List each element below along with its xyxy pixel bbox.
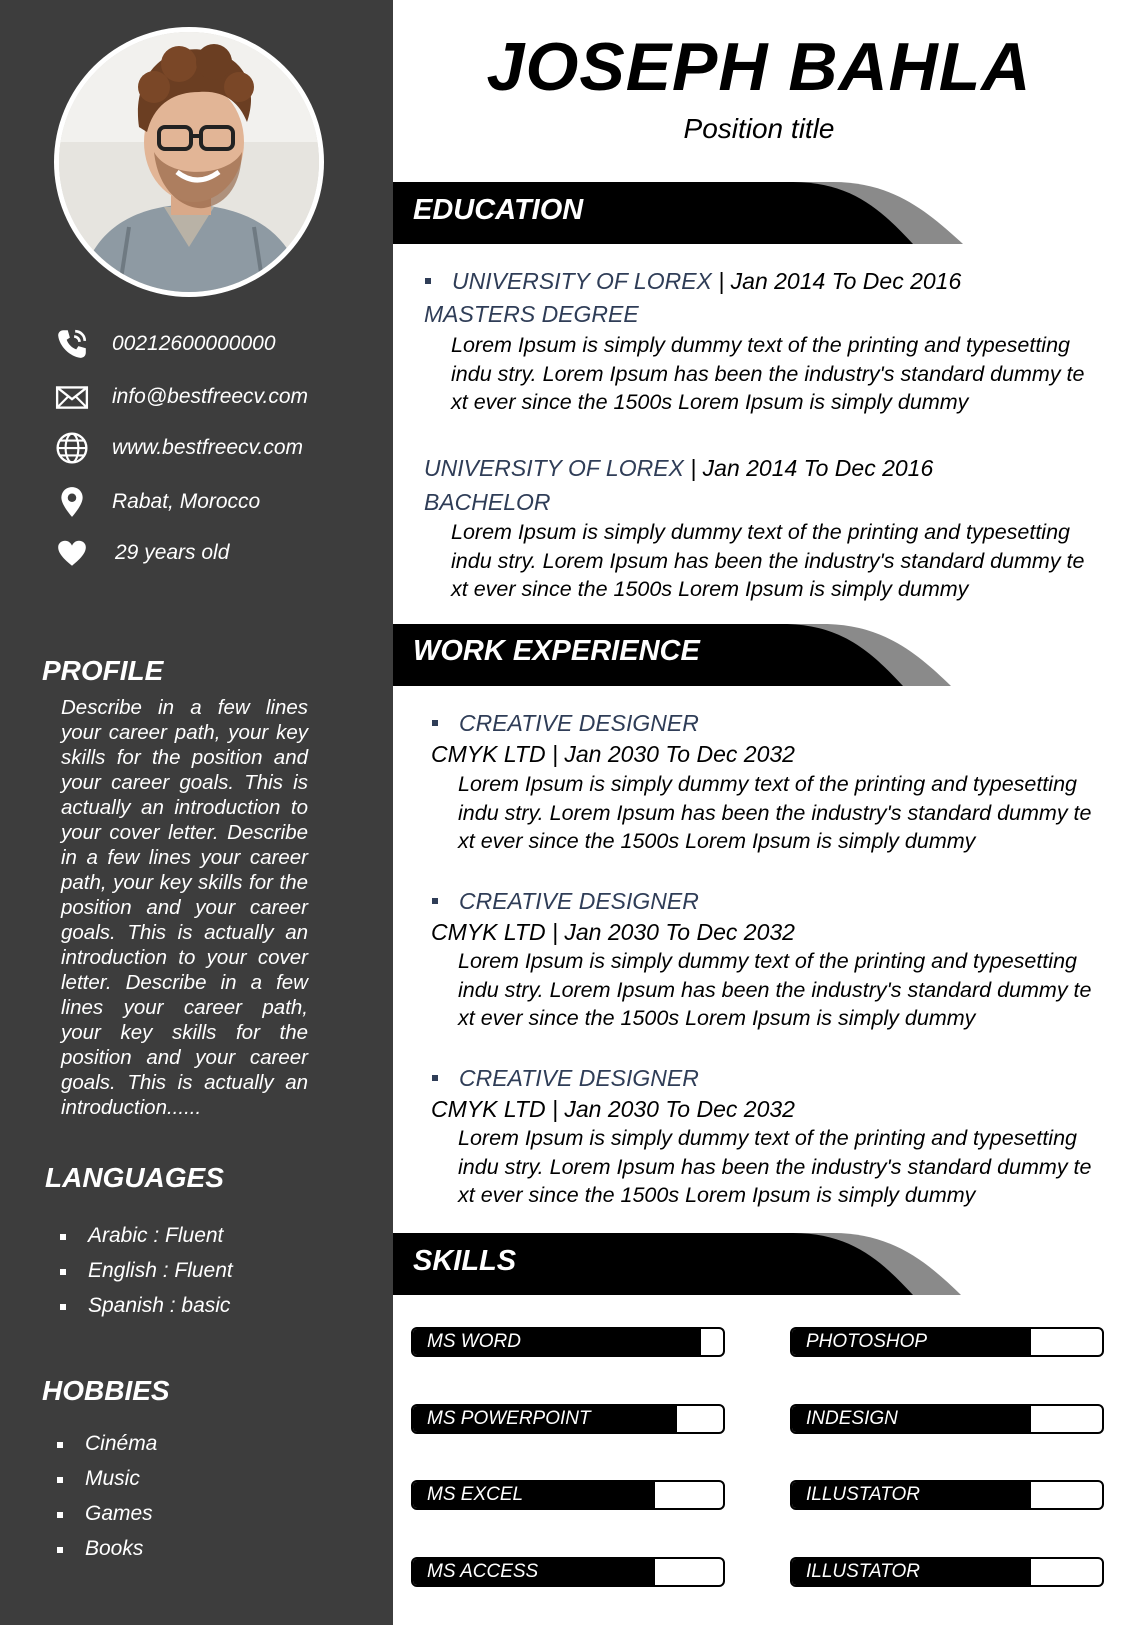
age-text: 29 years old [115, 541, 230, 564]
education-banner [393, 182, 968, 244]
position-title: Position title [683, 113, 835, 144]
sidebar [0, 0, 393, 1625]
bullet-icon [432, 1075, 438, 1081]
skill-name: MS WORD [427, 1331, 521, 1352]
person-name: JOSEPH BAHLA [486, 29, 1032, 105]
experience-description-2: Lorem Ipsum is simply dummy text of the printing and typesetting indu stry. Lorem Ipsum has been the industry's standard dummy te xt ever since the 1500s Lorem Ipsum is simply dummy [458, 949, 1092, 1030]
contact-email [52, 377, 308, 417]
list-item: Games [57, 1500, 157, 1535]
profile-heading: PROFILE [42, 655, 164, 686]
languages-heading: LANGUAGES [45, 1162, 224, 1193]
contact-age [52, 533, 229, 573]
skill-name: MS ACCESS [427, 1561, 539, 1582]
skill-bar-photoshop [790, 1327, 1104, 1357]
list-item: Cinéma [57, 1430, 157, 1465]
education-description-2: Lorem Ipsum is simply dummy text of the printing and typesetting indu stry. Lorem Ipsum has been the industry's standard dummy te xt ever since the 1500s Lorem Ipsum is simply dummy [451, 520, 1085, 601]
location-text: Rabat, Morocco [112, 490, 261, 513]
list-item: Arabic : Fluent [60, 1222, 233, 1257]
list-item: Books [57, 1535, 157, 1570]
contact-phone [52, 324, 276, 364]
education-description-1: Lorem Ipsum is simply dummy text of the printing and typesetting indu stry. Lorem Ipsum has been the industry's standard dummy te xt ever since the 1500s Lorem Ipsum is simply dummy [451, 333, 1085, 414]
contact-location [52, 482, 260, 522]
skill-bar-illustator-2 [790, 1557, 1104, 1587]
education-title-2: UNIVERSITY OF LOREX | Jan 2014 To Dec 2016 [424, 455, 934, 481]
skill-name: PHOTOSHOP [806, 1331, 928, 1352]
education-degree-2: BACHELOR [424, 489, 551, 515]
experience-description-3: Lorem Ipsum is simply dummy text of the printing and typesetting indu stry. Lorem Ipsum has been the industry's standard dummy te xt ever since the 1500s Lorem Ipsum is simply dummy [458, 1126, 1092, 1207]
skill-bar-indesign [790, 1404, 1104, 1434]
heart-icon [52, 533, 92, 573]
profile-text: Describe in a few lines your career path, your key skills for the position and your career goals. This is actually an introduction to your cover letter. Describe in a few lines your career path, your key skills for the position and your career goals. This is actually an introduction to your cover letter. Describe in a few lines your career path, your key skills for the position and your career goals. This is actually an introduction...... [61, 696, 308, 1119]
contact-website [52, 428, 303, 468]
location-pin-icon [52, 482, 92, 522]
list-item: English : Fluent [60, 1257, 233, 1292]
experience-company-3: CMYK LTD | Jan 2030 To Dec 2032 [431, 1096, 795, 1122]
phone-number: 00212600000000 [112, 332, 276, 355]
list-item: Spanish : basic [60, 1292, 233, 1327]
skill-bar-illustator [790, 1480, 1104, 1510]
experience-company-2: CMYK LTD | Jan 2030 To Dec 2032 [431, 919, 795, 945]
globe-icon [52, 428, 92, 468]
skill-name: ILLUSTATOR [806, 1484, 921, 1505]
skill-bar-ms-powerpoint [411, 1404, 725, 1434]
experience-heading: WORK EXPERIENCE [413, 635, 700, 667]
experience-banner [393, 624, 968, 686]
education-heading: EDUCATION [413, 194, 584, 226]
bullet-icon [432, 898, 438, 904]
education-degree-1: MASTERS DEGREE [424, 301, 639, 327]
experience-company-1: CMYK LTD | Jan 2030 To Dec 2032 [431, 741, 795, 767]
mail-icon [52, 377, 92, 417]
avatar [59, 32, 319, 292]
profile-photo [54, 27, 324, 297]
bullet-icon [432, 720, 438, 726]
bullet-icon [425, 278, 431, 284]
phone-icon [52, 324, 92, 364]
hobbies-heading: HOBBIES [42, 1375, 170, 1406]
skills-banner [393, 1233, 968, 1295]
experience-description-1: Lorem Ipsum is simply dummy text of the printing and typesetting indu stry. Lorem Ipsum has been the industry's standard dummy te xt ever since the 1500s Lorem Ipsum is simply dummy [458, 772, 1092, 853]
experience-role-1: CREATIVE DESIGNER [459, 710, 699, 736]
skill-name: ILLUSTATOR [806, 1561, 921, 1582]
experience-role-3: CREATIVE DESIGNER [459, 1065, 699, 1091]
education-title-1: UNIVERSITY OF LOREX | Jan 2014 To Dec 2016 [452, 268, 962, 294]
skill-name: MS EXCEL [427, 1484, 524, 1505]
skill-bar-ms-word [411, 1327, 725, 1357]
skill-name: MS POWERPOINT [427, 1408, 591, 1429]
skill-bar-ms-excel [411, 1480, 725, 1510]
skills-heading: SKILLS [413, 1245, 517, 1277]
list-item: Music [57, 1465, 157, 1500]
experience-role-2: CREATIVE DESIGNER [459, 888, 699, 914]
email-address: info@bestfreecv.com [112, 385, 309, 408]
languages-list [60, 1222, 233, 1327]
website-url: www.bestfreecv.com [112, 436, 303, 459]
skill-bar-ms-access [411, 1557, 725, 1587]
hobbies-list [57, 1430, 157, 1570]
skill-name: INDESIGN [806, 1408, 898, 1429]
